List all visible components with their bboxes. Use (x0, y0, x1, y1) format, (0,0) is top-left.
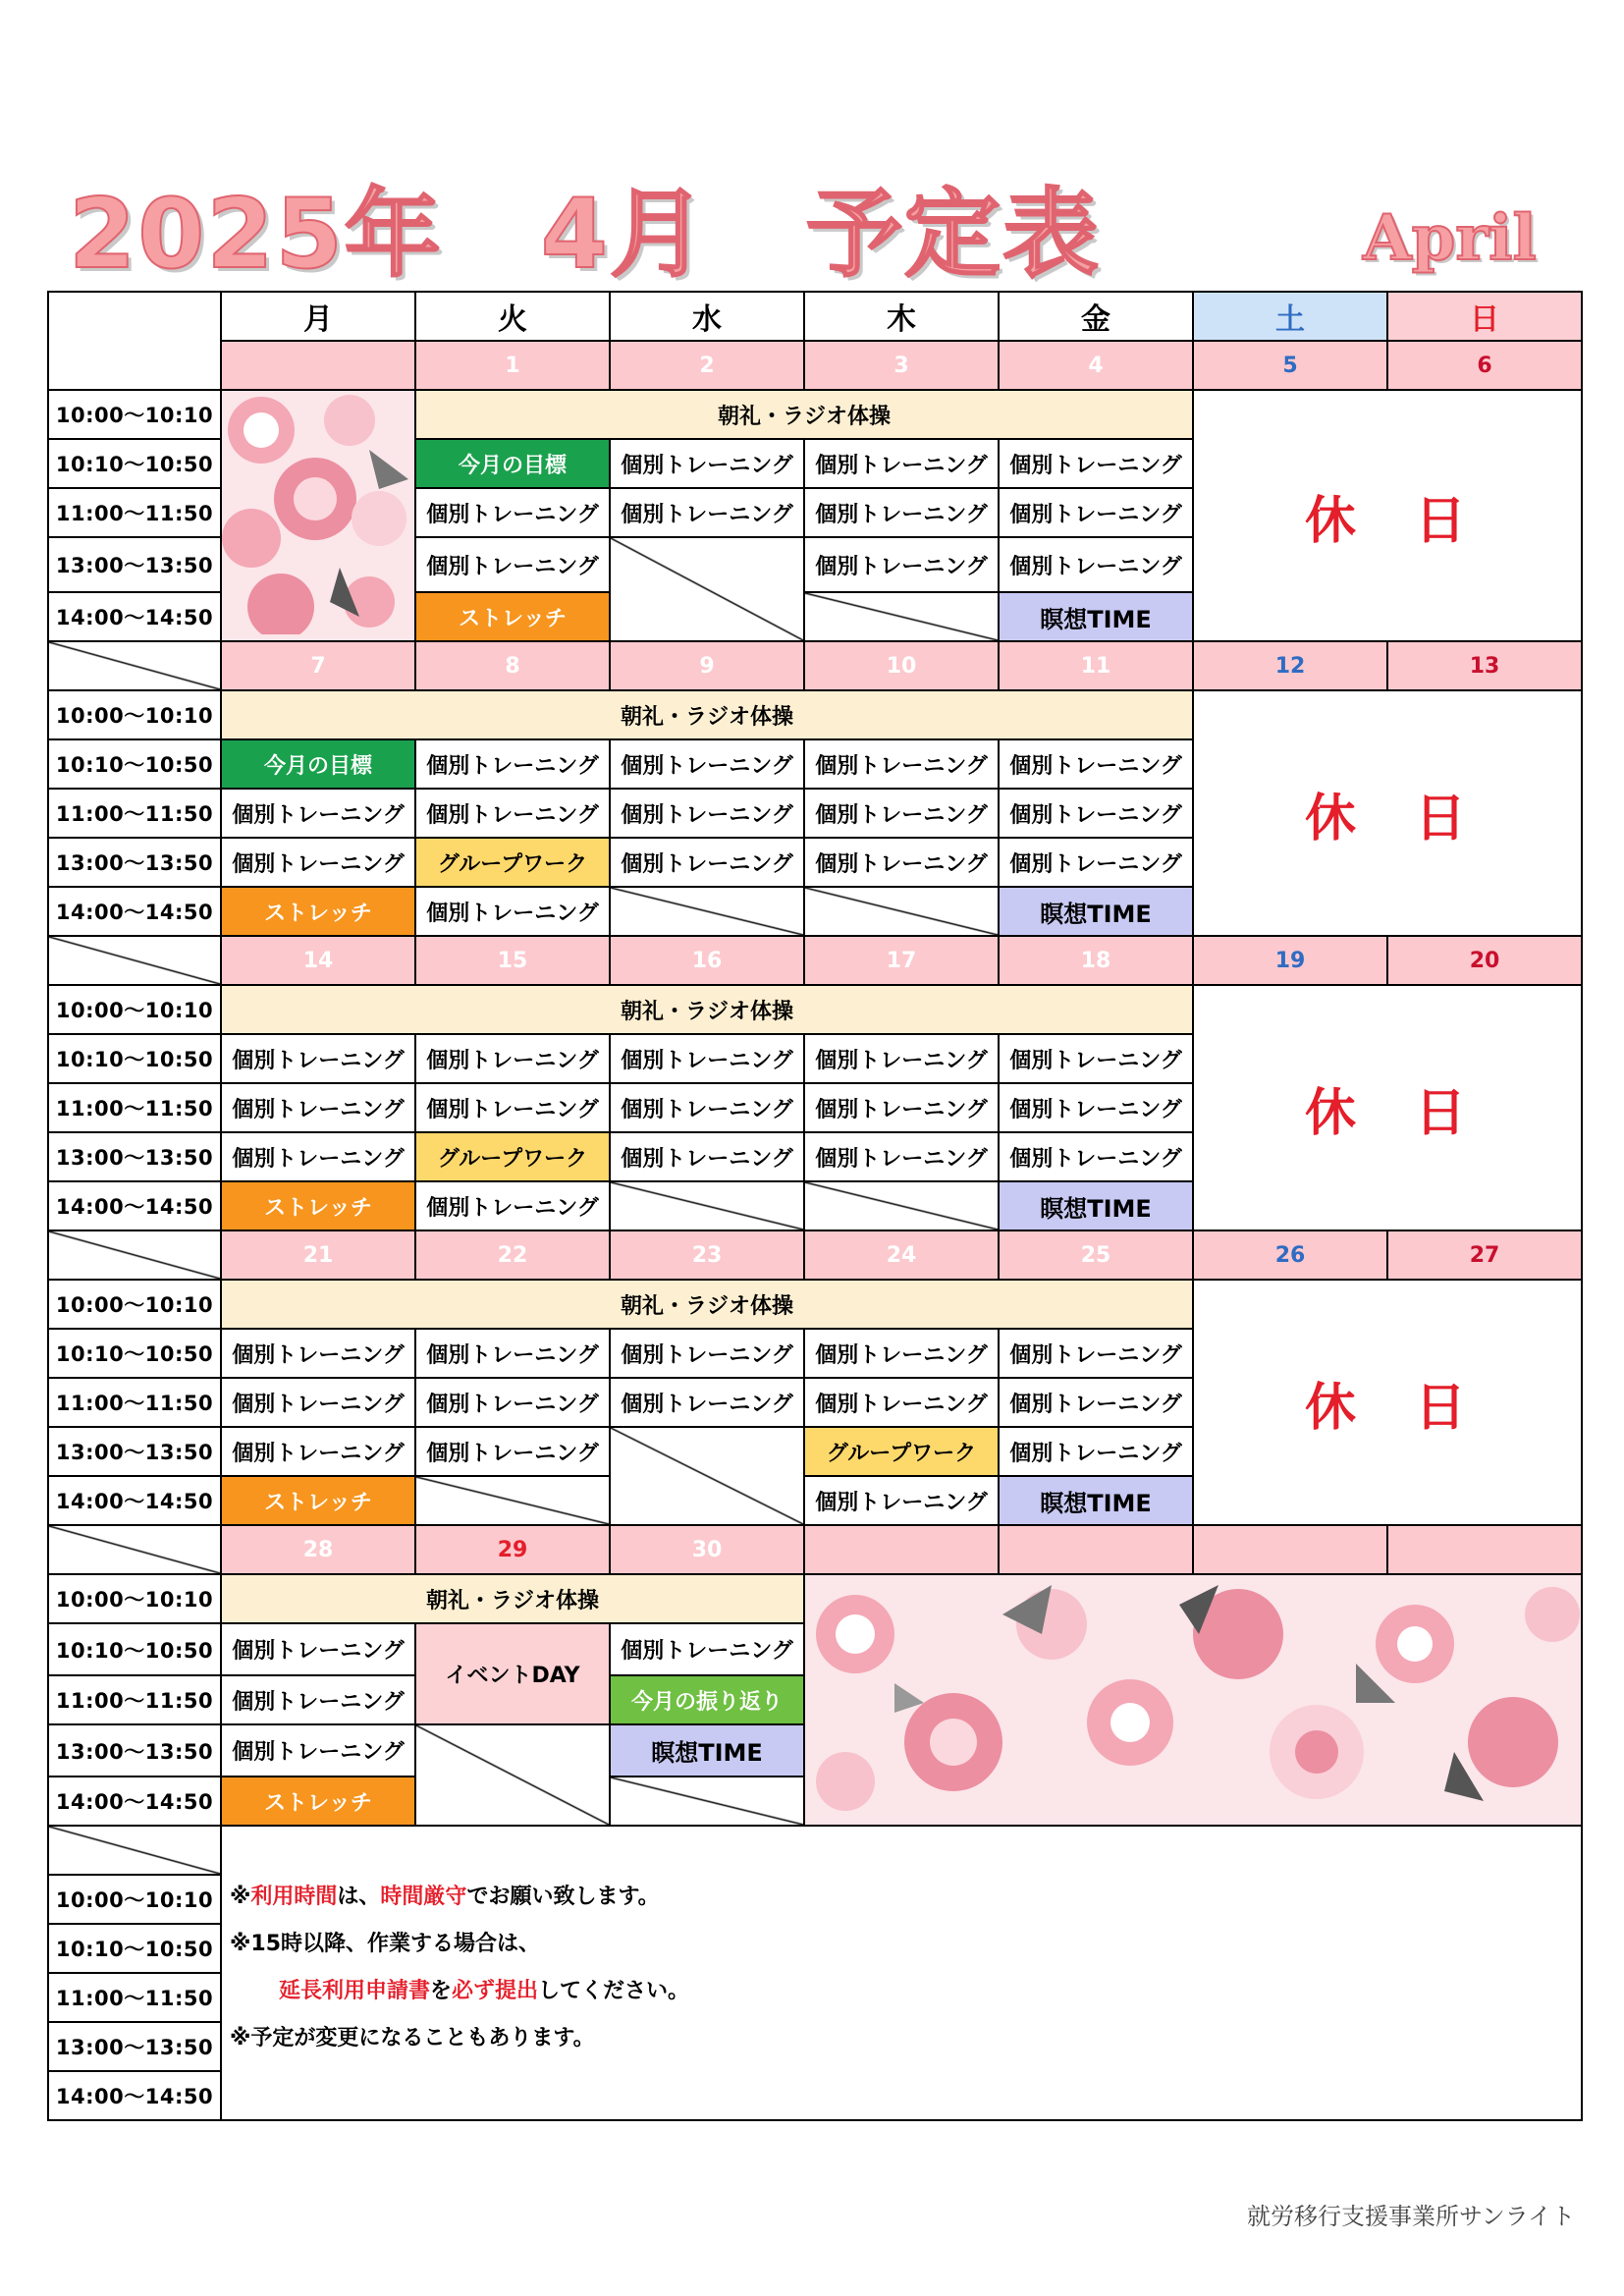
date-cell: 18 (999, 936, 1193, 985)
training-cell: 個別トレーニング (221, 1034, 415, 1083)
meditation-cell: 瞑想TIME (999, 1476, 1193, 1525)
stretch-cell: ストレッチ (221, 1476, 415, 1525)
week-2-dates (48, 641, 1582, 690)
morning-assembly-cell: 朝礼・ラジオ体操 (221, 1574, 804, 1623)
training-cell: 個別トレーニング (221, 1623, 415, 1675)
page-title: 2025年 4月 予定表 (69, 179, 1101, 291)
training-cell: 個別トレーニング (221, 1378, 415, 1427)
date-cell: 1 (415, 341, 610, 390)
flower-pattern-icon (806, 1575, 1580, 1819)
training-cell: 個別トレーニング (999, 439, 1193, 488)
note-line-3: 延長利用申請書を必ず提出してください。 (279, 1979, 690, 2003)
month-english-title: April (1363, 201, 1537, 275)
note-line-2: ※15時以降、作業する場合は、 (230, 1932, 541, 1956)
empty-slot (415, 1476, 610, 1525)
date-cell: 5 (1193, 341, 1387, 390)
empty-slot (48, 1525, 221, 1574)
empty-slot (610, 537, 804, 641)
date-cell: 7 (221, 641, 415, 690)
training-cell: 個別トレーニング (221, 838, 415, 887)
training-cell: 個別トレーニング (999, 537, 1193, 592)
week-1-dates (48, 341, 1582, 390)
date-cell: 8 (415, 641, 610, 690)
date-cell: 21 (221, 1230, 415, 1280)
training-cell: 個別トレーニング (999, 1329, 1193, 1378)
training-cell: 個別トレーニング (999, 1378, 1193, 1427)
time-slot: 10:00〜10:10 (48, 1574, 221, 1623)
training-cell: 個別トレーニング (610, 1132, 804, 1181)
stretch-cell: ストレッチ (221, 887, 415, 936)
time-slot: 10:10〜10:50 (48, 1329, 221, 1378)
note-line-1: ※利用時間は、時間厳守でお願い致します。 (230, 1885, 660, 1909)
weekday-sun: 日 (1387, 292, 1582, 341)
empty-slot (610, 1181, 804, 1230)
time-slot: 14:00〜14:50 (48, 592, 221, 641)
event-day-cell: イベントDAY (415, 1623, 610, 1724)
date-cell (804, 1525, 999, 1574)
reflection-cell: 今月の振り返り (610, 1675, 804, 1724)
holiday-cell: 休 日 (1193, 1280, 1582, 1525)
date-cell: 22 (415, 1230, 610, 1280)
group-work-cell: グループワーク (415, 838, 610, 887)
time-slot: 11:00〜11:50 (48, 1675, 221, 1724)
date-cell: 25 (999, 1230, 1193, 1280)
training-cell: 個別トレーニング (804, 838, 999, 887)
empty-slot (804, 1181, 999, 1230)
empty-slot (804, 592, 999, 641)
training-cell: 個別トレーニング (999, 838, 1193, 887)
time-slot: 14:00〜14:50 (48, 1476, 221, 1525)
training-cell: 個別トレーニング (415, 887, 610, 936)
training-cell: 個別トレーニング (804, 1378, 999, 1427)
time-slot: 10:10〜10:50 (48, 1623, 221, 1675)
training-cell: 個別トレーニング (999, 1427, 1193, 1476)
training-cell: 個別トレーニング (221, 1724, 415, 1777)
training-cell: 個別トレーニング (415, 789, 610, 838)
weekday-fri: 金 (999, 292, 1193, 341)
training-cell: 個別トレーニング (415, 739, 610, 789)
date-cell: 24 (804, 1230, 999, 1280)
schedule-table (47, 291, 1583, 2121)
date-cell: 26 (1193, 1230, 1387, 1280)
date-cell: 23 (610, 1230, 804, 1280)
training-cell: 個別トレーニング (999, 1132, 1193, 1181)
training-cell: 個別トレーニング (804, 537, 999, 592)
training-cell: 個別トレーニング (999, 488, 1193, 537)
empty-slot (804, 887, 999, 936)
time-slot: 14:00〜14:50 (48, 2071, 221, 2120)
time-slot: 11:00〜11:50 (48, 789, 221, 838)
empty-slot (610, 1427, 804, 1525)
date-cell (1387, 1525, 1582, 1574)
date-cell: 11 (999, 641, 1193, 690)
date-cell: 6 (1387, 341, 1582, 390)
date-cell: 20 (1387, 936, 1582, 985)
stretch-cell: ストレッチ (221, 1181, 415, 1230)
week-4-dates (48, 1230, 1582, 1280)
group-work-cell: グループワーク (415, 1132, 610, 1181)
empty-slot (610, 1777, 804, 1826)
date-cell: 28 (221, 1525, 415, 1574)
training-cell: 個別トレーニング (804, 1329, 999, 1378)
decoration-pattern (221, 390, 415, 641)
empty-slot (48, 1230, 221, 1280)
date-cell: 10 (804, 641, 999, 690)
time-slot: 10:10〜10:50 (48, 739, 221, 789)
empty-slot (48, 641, 221, 690)
holiday-cell: 休 日 (1193, 690, 1582, 936)
time-slot: 13:00〜13:50 (48, 2022, 221, 2071)
date-cell: 17 (804, 936, 999, 985)
stretch-cell: ストレッチ (415, 592, 610, 641)
date-cell: 29 (415, 1525, 610, 1574)
training-cell: 個別トレーニング (804, 1083, 999, 1132)
training-cell: 個別トレーニング (221, 1329, 415, 1378)
week-5-dates (48, 1525, 1582, 1574)
training-cell: 個別トレーニング (610, 1329, 804, 1378)
weekday-sat: 土 (1193, 292, 1387, 341)
morning-assembly-cell: 朝礼・ラジオ体操 (221, 690, 1193, 739)
training-cell: 個別トレーニング (999, 1034, 1193, 1083)
time-slot: 14:00〜14:50 (48, 887, 221, 936)
date-cell: 9 (610, 641, 804, 690)
time-slot: 14:00〜14:50 (48, 1777, 221, 1826)
date-cell: 16 (610, 936, 804, 985)
training-cell: 個別トレーニング (610, 1623, 804, 1675)
training-cell: 個別トレーニング (610, 1083, 804, 1132)
training-cell: 個別トレーニング (221, 1675, 415, 1724)
date-cell: 27 (1387, 1230, 1582, 1280)
time-slot: 13:00〜13:50 (48, 537, 221, 592)
date-cell (999, 1525, 1193, 1574)
date-cell: 2 (610, 341, 804, 390)
time-slot: 13:00〜13:50 (48, 838, 221, 887)
training-cell: 個別トレーニング (221, 1083, 415, 1132)
date-cell: 4 (999, 341, 1193, 390)
date-cell: 3 (804, 341, 999, 390)
time-slot: 11:00〜11:50 (48, 1973, 221, 2022)
date-cell: 30 (610, 1525, 804, 1574)
training-cell: 個別トレーニング (415, 1034, 610, 1083)
holiday-cell: 休 日 (1193, 390, 1582, 641)
time-slot: 10:10〜10:50 (48, 439, 221, 488)
date-cell: 15 (415, 936, 610, 985)
meditation-cell: 瞑想TIME (610, 1724, 804, 1777)
date-cell: 19 (1193, 936, 1387, 985)
date-cell (221, 341, 415, 390)
time-slot: 10:00〜10:10 (48, 690, 221, 739)
training-cell: 個別トレーニング (415, 1378, 610, 1427)
date-cell: 13 (1387, 641, 1582, 690)
stretch-cell: ストレッチ (221, 1777, 415, 1826)
training-cell: 個別トレーニング (999, 789, 1193, 838)
time-slot: 10:00〜10:10 (48, 985, 221, 1034)
training-cell: 個別トレーニング (804, 1132, 999, 1181)
time-slot: 10:00〜10:10 (48, 1280, 221, 1329)
holiday-cell: 休 日 (1193, 985, 1582, 1230)
weekday-wed: 水 (610, 292, 804, 341)
time-slot: 10:10〜10:50 (48, 1924, 221, 1973)
training-cell: 個別トレーニング (804, 439, 999, 488)
note-line-4: ※予定が変更になることもあります。 (230, 2026, 595, 2050)
empty-slot (610, 887, 804, 936)
training-cell: 個別トレーニング (415, 1329, 610, 1378)
training-cell: 個別トレーニング (610, 439, 804, 488)
training-cell: 個別トレーニング (610, 838, 804, 887)
meditation-cell: 瞑想TIME (999, 592, 1193, 641)
empty-slot (48, 936, 221, 985)
date-cell (1193, 1525, 1387, 1574)
time-slot: 14:00〜14:50 (48, 1181, 221, 1230)
weekday-tue: 火 (415, 292, 610, 341)
goal-cell: 今月の目標 (221, 739, 415, 789)
weekday-mon: 月 (221, 292, 415, 341)
week-3-dates (48, 936, 1582, 985)
training-cell: 個別トレーニング (804, 739, 999, 789)
morning-assembly-cell: 朝礼・ラジオ体操 (221, 985, 1193, 1034)
time-slot: 11:00〜11:50 (48, 1378, 221, 1427)
time-slot: 10:00〜10:10 (48, 390, 221, 439)
time-slot: 11:00〜11:50 (48, 488, 221, 537)
goal-cell: 今月の目標 (415, 439, 610, 488)
decoration-pattern (804, 1574, 1582, 1826)
date-cell: 14 (221, 936, 415, 985)
training-cell: 個別トレーニング (221, 1132, 415, 1181)
training-cell: 個別トレーニング (610, 1034, 804, 1083)
training-cell: 個別トレーニング (610, 789, 804, 838)
corner-cell (48, 292, 221, 390)
weekday-thu: 木 (804, 292, 999, 341)
training-cell: 個別トレーニング (415, 1083, 610, 1132)
flower-pattern-icon (222, 391, 414, 634)
training-cell: 個別トレーニング (610, 488, 804, 537)
date-cell: 12 (1193, 641, 1387, 690)
morning-assembly-cell: 朝礼・ラジオ体操 (221, 1280, 1193, 1329)
time-slot: 13:00〜13:50 (48, 1132, 221, 1181)
training-cell: 個別トレーニング (415, 488, 610, 537)
training-cell: 個別トレーニング (999, 1083, 1193, 1132)
training-cell: 個別トレーニング (221, 789, 415, 838)
training-cell: 個別トレーニング (804, 1034, 999, 1083)
training-cell: 個別トレーニング (610, 1378, 804, 1427)
morning-assembly-cell: 朝礼・ラジオ体操 (415, 390, 1193, 439)
notes-panel (221, 1826, 1582, 2120)
training-cell: 個別トレーニング (415, 1181, 610, 1230)
empty-slot (415, 1724, 610, 1826)
training-cell: 個別トレーニング (804, 789, 999, 838)
training-cell: 個別トレーニング (415, 1427, 610, 1476)
time-slot: 11:00〜11:50 (48, 1083, 221, 1132)
training-cell: 個別トレーニング (999, 739, 1193, 789)
meditation-cell: 瞑想TIME (999, 1181, 1193, 1230)
empty-slot (48, 1826, 221, 1875)
meditation-cell: 瞑想TIME (999, 887, 1193, 936)
time-slot: 13:00〜13:50 (48, 1724, 221, 1777)
time-slot: 13:00〜13:50 (48, 1427, 221, 1476)
group-work-cell: グループワーク (804, 1427, 999, 1476)
training-cell: 個別トレーニング (804, 488, 999, 537)
training-cell: 個別トレーニング (610, 739, 804, 789)
training-cell: 個別トレーニング (415, 537, 610, 592)
training-cell: 個別トレーニング (804, 1476, 999, 1525)
time-slot: 10:10〜10:50 (48, 1034, 221, 1083)
training-cell: 個別トレーニング (221, 1427, 415, 1476)
time-slot: 10:00〜10:10 (48, 1875, 221, 1924)
organization-footer: 就労移行支援事業所サンライト (1247, 2203, 1576, 2230)
